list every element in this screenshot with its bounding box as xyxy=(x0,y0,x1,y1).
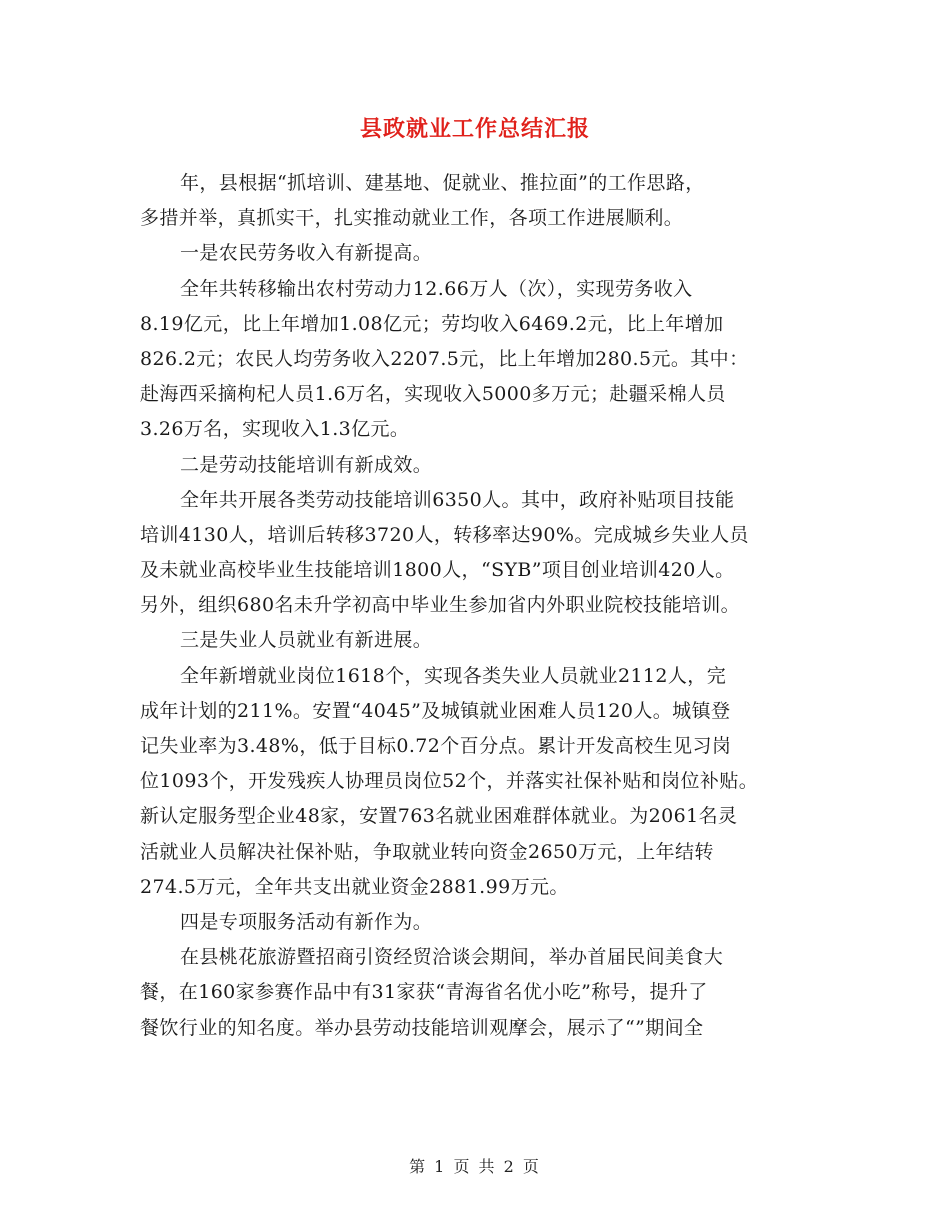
text-line: 餐，在160家参赛作品中有31家获“青海省名优小吃”称号，提升了 xyxy=(140,981,708,1004)
text-line: 活就业人员解决社保补贴，争取就业转向资金2650万元，上年结转 xyxy=(140,840,714,863)
text-line: 在县桃花旅游暨招商引资经贸洽谈会期间，举办首届民间美食大 xyxy=(180,946,724,969)
text-line: 多措并举，真抓实干，扎实推动就业工作，各项工作进展顺利。 xyxy=(140,207,684,230)
page-footer: 第 1 页 共 2 页 xyxy=(409,1157,541,1176)
text-line: 一是农民劳务收入有新提高。 xyxy=(180,242,433,265)
text-line: 全年共开展各类劳动技能培训6350人。其中，政府补贴项目技能 xyxy=(180,488,735,511)
text-line: 全年共转移输出农村劳动力12.66万人（次），实现劳务收入 xyxy=(180,277,693,300)
text-line: 二是劳动技能培训有新成效。 xyxy=(180,453,433,476)
document-title: 县政就业工作总结汇报 xyxy=(359,116,590,142)
text-line: 8.19亿元，比上年增加1.08亿元；劳均收入6469.2元，比上年增加 xyxy=(140,312,724,335)
text-line: 年，县根据“抓培训、建基地、促就业、推拉面”的工作思路， xyxy=(180,172,705,194)
text-line: 3.26万名，实现收入1.3亿元。 xyxy=(140,418,410,441)
text-line: 成年计划的211%。安置“4045”及城镇就业困难人员120人。城镇登 xyxy=(140,699,731,722)
text-line: 另外，组织680名未升学初高中毕业生参加省内外职业院校技能培训。 xyxy=(140,594,741,617)
text-line: 赴海西采摘枸杞人员1.6万名，实现收入5000多万元；赴疆采棉人员 xyxy=(140,383,726,406)
text-line: 全年新增就业岗位1618个，实现各类失业人员就业2112人，完 xyxy=(180,664,727,687)
text-line: 位1093个，开发残疾人协理员岗位52个，并落实社保补贴和岗位补贴。 xyxy=(140,770,759,793)
text-line: 及未就业高校毕业生技能培训1800人，“SYB”项目创业培训420人。 xyxy=(140,559,735,582)
text-line: 培训4130人，培训后转移3720人，转移率达90%。完成城乡失业人员 xyxy=(140,523,749,546)
text-line: 274.5万元，全年共支出就业资金2881.99万元。 xyxy=(140,875,569,898)
text-line: 四是专项服务活动有新作为。 xyxy=(180,910,433,933)
document-body xyxy=(140,166,830,1046)
text-line: 三是失业人员就业有新进展。 xyxy=(180,629,433,652)
text-line: 记失业率为3.48%，低于目标0.72个百分点。累计开发高校生见习岗 xyxy=(140,735,732,757)
text-line: 餐饮行业的知名度。举办县劳动技能培训观摩会，展示了“”期间全 xyxy=(140,1016,704,1039)
text-line: 826.2元；农民人均劳务收入2207.5元，比上年增加280.5元。其中： xyxy=(140,347,749,370)
text-line: 新认定服务型企业48家，安置763名就业困难群体就业。为2061名灵 xyxy=(140,805,738,828)
